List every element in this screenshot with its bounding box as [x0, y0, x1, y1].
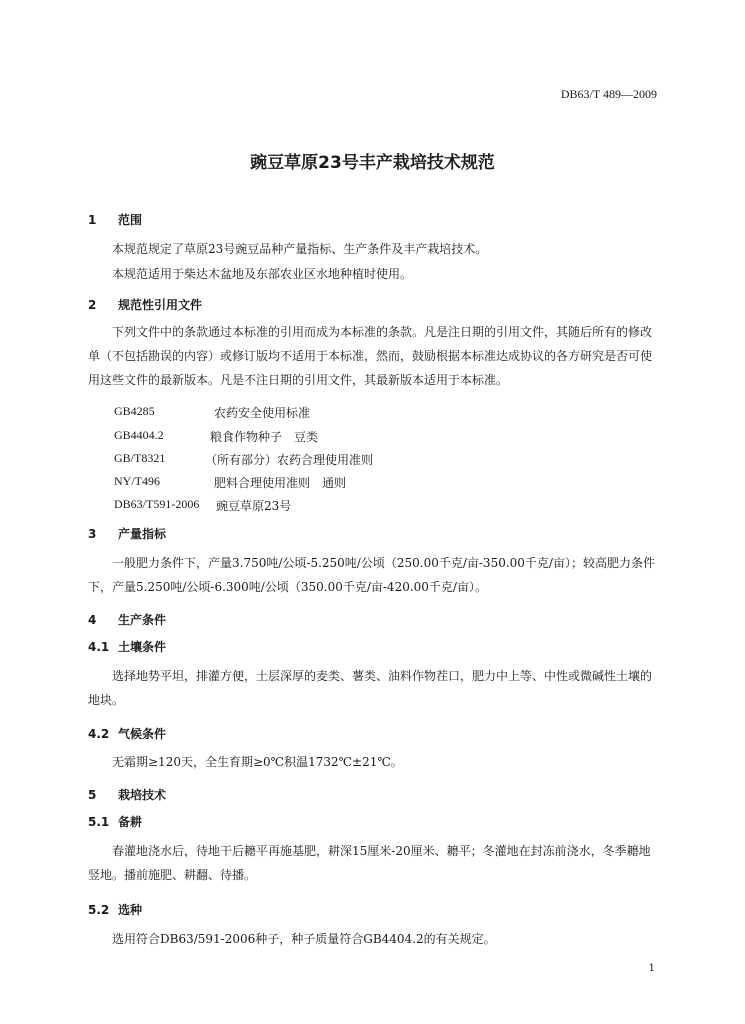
section-title: 产量指标 — [118, 527, 167, 541]
section-number: 4 — [88, 613, 97, 627]
section-title: 生产条件 — [118, 613, 167, 627]
section-4-2-heading — [88, 725, 166, 742]
reference-name: 豌豆草原23号 — [216, 499, 292, 513]
reference-code: DB63/T591-2006 — [114, 497, 200, 511]
section-title: 选种 — [118, 903, 143, 917]
reference-name: 粮食作物种子 豆类 — [210, 430, 319, 444]
section-4-heading — [88, 611, 166, 628]
section-title: 范围 — [118, 213, 143, 227]
page-number: 1 — [648, 963, 655, 974]
section-number: 5 — [88, 788, 97, 802]
reference-name: 肥料合理使用准则 通则 — [214, 476, 347, 490]
section-5-heading — [88, 786, 166, 803]
reference-code: GB4404.2 — [114, 428, 164, 442]
section-number: 1 — [88, 213, 97, 227]
paragraph: 本规范规定了草原23号豌豆品种产量指标、生产条件及丰产栽培技术。 — [112, 242, 488, 256]
section-3-heading — [88, 525, 166, 542]
document-title: 豌豆草原23号丰产栽培技术规范 — [250, 153, 495, 173]
section-number: 3 — [88, 527, 97, 541]
paragraph: 选用符合DB63/591-2006种子，种子质量符合GB4404.2的有关规定。 — [112, 932, 496, 946]
paragraph: 春灌地浇水后，待地干后耱平再施基肥，耕深15厘米-20厘米、耱平；冬灌地在封冻前浇水，冬季耱地竖地。播前施肥、耕翻、待播。 — [88, 844, 651, 882]
section-title: 规范性引用文件 — [118, 298, 203, 312]
section-title: 土壤条件 — [118, 640, 167, 654]
section-number: 2 — [88, 298, 97, 312]
paragraph: 无霜期≥120天，全生育期≥0℃积温1732℃±21℃。 — [112, 755, 403, 769]
section-5-1-heading — [88, 813, 142, 830]
section-number: 5.1 — [88, 815, 110, 829]
section-title: 备耕 — [118, 815, 143, 829]
paragraph: 一般肥力条件下，产量3.750吨/公顷-5.250吨/公顷（250.00千克/亩-350.00千克/亩）；较高肥力条件下，产量5.250吨/公顷-6.300吨/公顷（350.00千克/亩-420.00千克/亩）。 — [88, 556, 655, 594]
paragraph: 下列文件中的条款通过本标准的引用而成为本标准的条款。凡是注日期的引用文件，其随后所有的修改单（不包括勘误的内容）或修订版均不适用于本标准，然而，鼓励根据本标准达成协议的各方研究是否可使用这些文件的最新版本。凡是不注日期的引用文件，其最新版本适用于本标准。 — [88, 325, 653, 387]
section-title: 气候条件 — [118, 727, 167, 741]
reference-name: 农药安全使用标准 — [214, 406, 311, 420]
standard-code: DB63/T 489—2009 — [560, 87, 657, 101]
section-4-1-heading — [88, 638, 166, 655]
reference-code: NY/T496 — [114, 474, 160, 488]
section-number: 4.1 — [88, 640, 110, 654]
section-1-heading — [88, 211, 142, 228]
section-2-heading — [88, 296, 202, 313]
section-number: 4.2 — [88, 727, 110, 741]
reference-name: （所有部分）农药合理使用准则 — [205, 453, 374, 467]
reference-code: GB4285 — [114, 404, 155, 418]
paragraph: 本规范适用于柴达木盆地及东部农业区水地种植时使用。 — [112, 267, 413, 281]
paragraph: 选择地势平坦，排灌方便，土层深厚的麦类、薯类、油料作物茬口，肥力中上等、中性或微碱性土壤的地块。 — [88, 669, 653, 707]
section-title: 栽培技术 — [118, 788, 167, 802]
section-number: 5.2 — [88, 903, 110, 917]
section-5-2-heading — [88, 901, 142, 918]
reference-code: GB/T8321 — [114, 451, 166, 465]
